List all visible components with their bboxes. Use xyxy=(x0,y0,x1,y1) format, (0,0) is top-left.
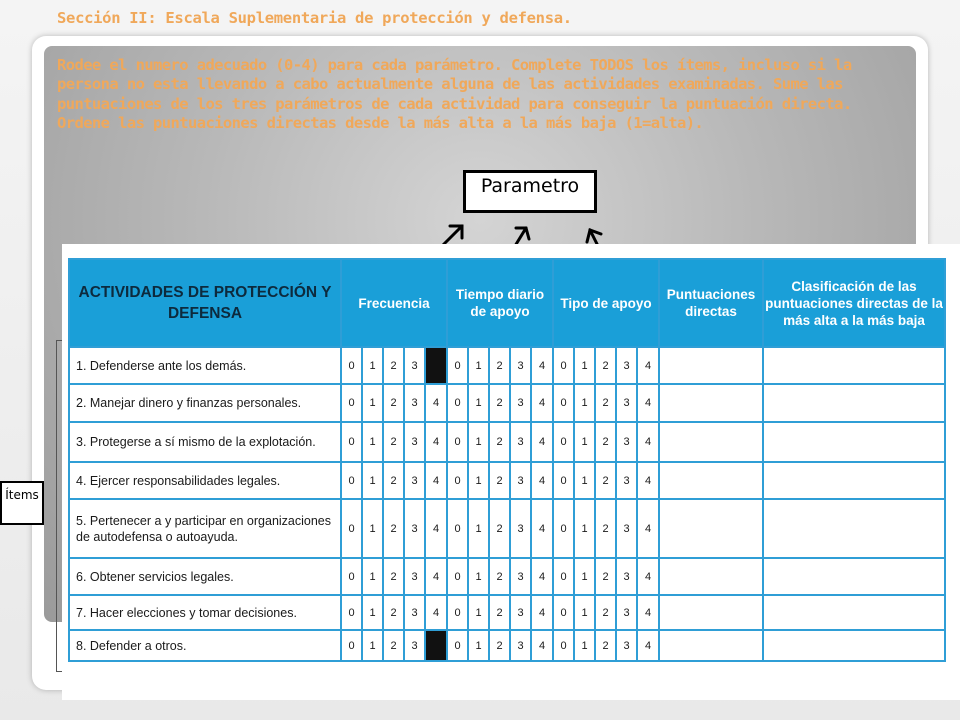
type-scale-4[interactable]: 4 xyxy=(637,595,659,630)
header-direct-scores: Puntuaciones directas xyxy=(659,259,763,347)
type-scale-0[interactable]: 0 xyxy=(553,630,574,661)
time-scale-3[interactable]: 3 xyxy=(510,347,531,384)
type-scale-2[interactable]: 2 xyxy=(595,347,616,384)
header-daily-time: Tiempo diario de apoyo xyxy=(447,259,553,347)
freq-scale-4[interactable]: 4 xyxy=(425,595,447,630)
freq-scale-3[interactable]: 3 xyxy=(404,595,425,630)
freq-scale-1[interactable]: 1 xyxy=(362,384,383,422)
time-scale-1[interactable]: 1 xyxy=(468,595,489,630)
time-scale-3[interactable]: 3 xyxy=(510,422,531,462)
freq-scale-2[interactable]: 2 xyxy=(383,462,404,499)
freq-scale-3[interactable]: 3 xyxy=(404,462,425,499)
freq-scale-4[interactable]: 4 xyxy=(425,462,447,499)
direct-score-cell[interactable] xyxy=(659,384,763,422)
ranking-cell[interactable] xyxy=(763,630,945,661)
freq-scale-3[interactable]: 3 xyxy=(404,630,425,661)
time-scale-4[interactable]: 4 xyxy=(531,630,553,661)
table-row xyxy=(69,595,945,630)
time-scale-0[interactable]: 0 xyxy=(447,384,468,422)
table-row xyxy=(69,499,945,558)
type-scale-3[interactable]: 3 xyxy=(616,630,637,661)
time-scale-4[interactable]: 4 xyxy=(531,499,553,558)
freq-scale-4[interactable]: 4 xyxy=(425,422,447,462)
freq-scale-0[interactable]: 0 xyxy=(341,422,362,462)
table-row xyxy=(69,422,945,462)
type-scale-4[interactable]: 4 xyxy=(637,462,659,499)
time-scale-0[interactable]: 0 xyxy=(447,422,468,462)
type-scale-0[interactable]: 0 xyxy=(553,499,574,558)
time-scale-4[interactable]: 4 xyxy=(531,595,553,630)
ranking-cell[interactable] xyxy=(763,558,945,595)
time-scale-1[interactable]: 1 xyxy=(468,347,489,384)
time-scale-3[interactable]: 3 xyxy=(510,630,531,661)
type-scale-3[interactable]: 3 xyxy=(616,595,637,630)
type-scale-0[interactable]: 0 xyxy=(553,347,574,384)
time-scale-0[interactable]: 0 xyxy=(447,630,468,661)
type-scale-4[interactable]: 4 xyxy=(637,422,659,462)
type-scale-3[interactable]: 3 xyxy=(616,558,637,595)
ranking-cell[interactable] xyxy=(763,347,945,384)
time-scale-4[interactable]: 4 xyxy=(531,422,553,462)
time-scale-2[interactable]: 2 xyxy=(489,558,510,595)
time-scale-2[interactable]: 2 xyxy=(489,462,510,499)
direct-score-cell[interactable] xyxy=(659,558,763,595)
time-scale-0[interactable]: 0 xyxy=(447,347,468,384)
ranking-cell[interactable] xyxy=(763,499,945,558)
header-ranking: Clasificación de las puntuaciones directas de la más alta a la más baja xyxy=(763,259,945,347)
time-scale-4[interactable]: 4 xyxy=(531,558,553,595)
freq-scale-0[interactable]: 0 xyxy=(341,384,362,422)
time-scale-2[interactable]: 2 xyxy=(489,595,510,630)
table-row xyxy=(69,384,945,422)
direct-score-cell[interactable] xyxy=(659,630,763,661)
time-scale-1[interactable]: 1 xyxy=(468,558,489,595)
header-frequency: Frecuencia xyxy=(341,259,447,347)
direct-score-cell[interactable] xyxy=(659,595,763,630)
table-row xyxy=(69,347,945,384)
header-activities: ACTIVIDADES DE PROTECCIÓN Y DEFENSA xyxy=(69,259,341,347)
freq-scale-0[interactable]: 0 xyxy=(341,347,362,384)
type-scale-1[interactable]: 1 xyxy=(574,558,595,595)
ranking-cell[interactable] xyxy=(763,462,945,499)
freq-scale-1[interactable]: 1 xyxy=(362,630,383,661)
type-scale-4[interactable]: 4 xyxy=(637,558,659,595)
type-scale-4[interactable]: 4 xyxy=(637,499,659,558)
scale-cell-blocked[interactable] xyxy=(425,347,447,384)
table-row xyxy=(69,630,945,661)
time-scale-0[interactable]: 0 xyxy=(447,462,468,499)
type-scale-1[interactable]: 1 xyxy=(574,384,595,422)
freq-scale-0[interactable]: 0 xyxy=(341,595,362,630)
activity-label: 7. Hacer elecciones y tomar decisiones. xyxy=(69,595,341,630)
direct-score-cell[interactable] xyxy=(659,499,763,558)
type-scale-0[interactable]: 0 xyxy=(553,595,574,630)
time-scale-4[interactable]: 4 xyxy=(531,347,553,384)
type-scale-0[interactable]: 0 xyxy=(553,384,574,422)
freq-scale-1[interactable]: 1 xyxy=(362,595,383,630)
freq-scale-1[interactable]: 1 xyxy=(362,499,383,558)
type-scale-0[interactable]: 0 xyxy=(553,422,574,462)
time-scale-3[interactable]: 3 xyxy=(510,558,531,595)
type-scale-2[interactable]: 2 xyxy=(595,499,616,558)
time-scale-2[interactable]: 2 xyxy=(489,499,510,558)
freq-scale-3[interactable]: 3 xyxy=(404,558,425,595)
type-scale-1[interactable]: 1 xyxy=(574,347,595,384)
activity-label: 5. Pertenecer a y participar en organizaciones de autodefensa o autoayuda. xyxy=(69,499,341,558)
activity-label: 3. Protegerse a sí mismo de la explotación. xyxy=(69,422,341,462)
time-scale-4[interactable]: 4 xyxy=(531,384,553,422)
table-row xyxy=(69,462,945,499)
freq-scale-2[interactable]: 2 xyxy=(383,630,404,661)
scale-table-frame xyxy=(62,244,960,700)
type-scale-2[interactable]: 2 xyxy=(595,558,616,595)
type-scale-2[interactable]: 2 xyxy=(595,422,616,462)
parametro-label-box: Parametro xyxy=(463,170,597,213)
direct-score-cell[interactable] xyxy=(659,422,763,462)
time-scale-2[interactable]: 2 xyxy=(489,422,510,462)
ranking-cell[interactable] xyxy=(763,422,945,462)
table-row xyxy=(69,558,945,595)
time-scale-2[interactable]: 2 xyxy=(489,630,510,661)
type-scale-3[interactable]: 3 xyxy=(616,347,637,384)
freq-scale-2[interactable]: 2 xyxy=(383,558,404,595)
time-scale-1[interactable]: 1 xyxy=(468,384,489,422)
type-scale-1[interactable]: 1 xyxy=(574,462,595,499)
section-title: Sección II: Escala Suplementaria de protección y defensa. xyxy=(57,9,572,27)
time-scale-0[interactable]: 0 xyxy=(447,558,468,595)
time-scale-1[interactable]: 1 xyxy=(468,462,489,499)
items-label-box: Ítems xyxy=(0,481,44,525)
activity-label: 8. Defender a otros. xyxy=(69,630,341,661)
ranking-cell[interactable] xyxy=(763,595,945,630)
time-scale-3[interactable]: 3 xyxy=(510,384,531,422)
freq-scale-2[interactable]: 2 xyxy=(383,384,404,422)
type-scale-3[interactable]: 3 xyxy=(616,422,637,462)
type-scale-0[interactable]: 0 xyxy=(553,462,574,499)
time-scale-3[interactable]: 3 xyxy=(510,595,531,630)
activity-label: 1. Defenderse ante los demás. xyxy=(69,347,341,384)
instructions-text: Rodee el numero adecuado (0-4) para cada parámetro. Complete TODOS los ítems, incluso si la persona no esta llevando a cabo actualmente alguna de las actividades examinadas. Sume las puntuaciones de los tres parámetros de cada actividad para conseguir la puntuación directa. Ordene las puntuaciones directas desde la más alta a la más baja (1=alta). xyxy=(57,56,852,132)
direct-score-cell[interactable] xyxy=(659,347,763,384)
time-scale-0[interactable]: 0 xyxy=(447,595,468,630)
freq-scale-3[interactable]: 3 xyxy=(404,499,425,558)
type-scale-3[interactable]: 3 xyxy=(616,499,637,558)
freq-scale-4[interactable]: 4 xyxy=(425,558,447,595)
arrow-to-frecuencia xyxy=(442,226,462,246)
type-scale-3[interactable]: 3 xyxy=(616,462,637,499)
freq-scale-0[interactable]: 0 xyxy=(341,499,362,558)
freq-scale-4[interactable]: 4 xyxy=(425,499,447,558)
type-scale-1[interactable]: 1 xyxy=(574,630,595,661)
table-header-row xyxy=(69,259,945,347)
type-scale-2[interactable]: 2 xyxy=(595,595,616,630)
time-scale-1[interactable]: 1 xyxy=(468,422,489,462)
time-scale-2[interactable]: 2 xyxy=(489,384,510,422)
type-scale-2[interactable]: 2 xyxy=(595,630,616,661)
type-scale-4[interactable]: 4 xyxy=(637,384,659,422)
activity-label: 2. Manejar dinero y finanzas personales. xyxy=(69,384,341,422)
freq-scale-0[interactable]: 0 xyxy=(341,558,362,595)
type-scale-4[interactable]: 4 xyxy=(637,347,659,384)
freq-scale-3[interactable]: 3 xyxy=(404,347,425,384)
ranking-cell[interactable] xyxy=(763,384,945,422)
type-scale-1[interactable]: 1 xyxy=(574,595,595,630)
freq-scale-0[interactable]: 0 xyxy=(341,630,362,661)
time-scale-2[interactable]: 2 xyxy=(489,347,510,384)
freq-scale-1[interactable]: 1 xyxy=(362,558,383,595)
freq-scale-2[interactable]: 2 xyxy=(383,595,404,630)
header-support-type: Tipo de apoyo xyxy=(553,259,659,347)
type-scale-4[interactable]: 4 xyxy=(637,630,659,661)
freq-scale-1[interactable]: 1 xyxy=(362,422,383,462)
scale-cell-blocked[interactable] xyxy=(425,630,447,661)
freq-scale-0[interactable]: 0 xyxy=(341,462,362,499)
type-scale-3[interactable]: 3 xyxy=(616,384,637,422)
time-scale-3[interactable]: 3 xyxy=(510,462,531,499)
freq-scale-1[interactable]: 1 xyxy=(362,347,383,384)
freq-scale-2[interactable]: 2 xyxy=(383,347,404,384)
protection-defense-table xyxy=(68,258,946,662)
freq-scale-1[interactable]: 1 xyxy=(362,462,383,499)
activity-label: 4. Ejercer responsabilidades legales. xyxy=(69,462,341,499)
freq-scale-3[interactable]: 3 xyxy=(404,422,425,462)
direct-score-cell[interactable] xyxy=(659,462,763,499)
freq-scale-2[interactable]: 2 xyxy=(383,422,404,462)
time-scale-1[interactable]: 1 xyxy=(468,630,489,661)
type-scale-1[interactable]: 1 xyxy=(574,499,595,558)
freq-scale-3[interactable]: 3 xyxy=(404,384,425,422)
type-scale-0[interactable]: 0 xyxy=(553,558,574,595)
freq-scale-2[interactable]: 2 xyxy=(383,499,404,558)
time-scale-1[interactable]: 1 xyxy=(468,499,489,558)
freq-scale-4[interactable]: 4 xyxy=(425,384,447,422)
type-scale-1[interactable]: 1 xyxy=(574,422,595,462)
type-scale-2[interactable]: 2 xyxy=(595,462,616,499)
time-scale-3[interactable]: 3 xyxy=(510,499,531,558)
activity-label: 6. Obtener servicios legales. xyxy=(69,558,341,595)
time-scale-4[interactable]: 4 xyxy=(531,462,553,499)
type-scale-2[interactable]: 2 xyxy=(595,384,616,422)
time-scale-0[interactable]: 0 xyxy=(447,499,468,558)
